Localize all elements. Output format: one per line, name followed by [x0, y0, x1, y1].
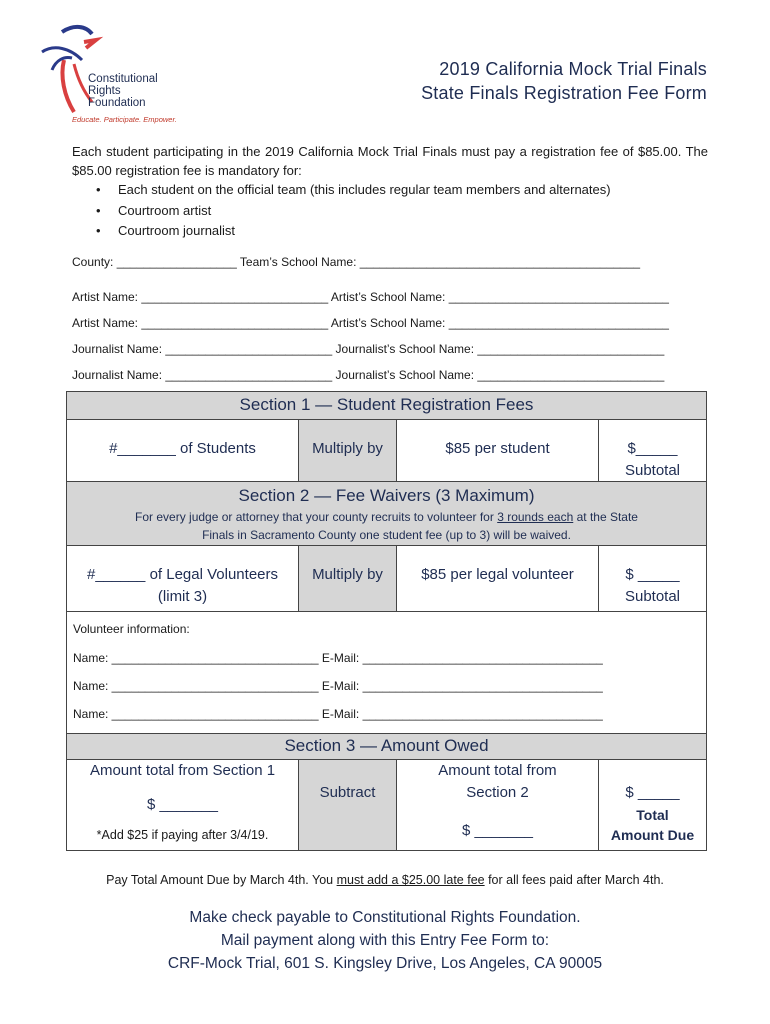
volunteer-field-3[interactable]: Name: _______________________________ E-Mail: ____________________________________	[73, 707, 603, 721]
section-1-title: Section 1 — Student Registration Fees	[239, 395, 534, 414]
volunteer-field-1[interactable]: Name: _______________________________ E-Mail: ____________________________________	[73, 651, 603, 665]
bullet-item: • Courtroom journalist	[96, 221, 611, 242]
section-2-title: Section 2 — Fee Waivers (3 Maximum)	[238, 486, 535, 505]
students-count-label: #_______ of Students	[109, 440, 256, 457]
artist-name-field-1[interactable]: Artist Name: ____________________________ Artist’s School Name: _________________________________	[72, 290, 669, 304]
total-due-blank: $ _____	[625, 784, 680, 801]
section-2-row	[67, 546, 706, 612]
desc-text: For every judge or attorney that your county recruits to volunteer for	[135, 510, 498, 524]
volunteers-count-label: #______ of Legal Volunteers	[87, 566, 278, 583]
bullet-item: • Courtroom artist	[96, 201, 611, 222]
section-2-total-label-1: Amount total from	[438, 762, 557, 779]
students-count-cell[interactable]	[67, 420, 299, 481]
fee-table	[66, 391, 707, 851]
section-2-header	[67, 482, 706, 546]
section-3-row	[67, 760, 706, 850]
section-1-row	[67, 420, 706, 482]
volunteers-count-cell[interactable]	[67, 546, 299, 611]
volunteer-field-2[interactable]: Name: _______________________________ E-Mail: ____________________________________	[73, 679, 603, 693]
section-2-total-cell[interactable]	[397, 760, 599, 850]
late-text: Pay Total Amount Due by March 4th. You	[106, 873, 337, 887]
subtotal-1-cell[interactable]	[599, 420, 706, 481]
section-1-total-cell[interactable]	[67, 760, 299, 850]
logo-tagline: Educate. Participate. Empower.	[72, 115, 177, 124]
payment-line-1: Make check payable to Constitutional Rights Foundation.	[189, 909, 581, 926]
subtotal-2-cell[interactable]	[599, 546, 706, 611]
section-3-header	[67, 734, 706, 760]
multiply-cell	[299, 546, 397, 611]
volunteer-info-label: Volunteer information:	[73, 622, 190, 636]
desc-emphasis: 3 rounds each	[497, 510, 574, 524]
journalist-name-field-2[interactable]: Journalist Name: _________________________ Journalist’s School Name: ____________________________	[72, 368, 665, 382]
logo-line-3: Foundation	[88, 97, 146, 109]
late-fee-note: *Add $25 if paying after 3/4/19.	[96, 828, 269, 842]
subtotal-1-label: Subtotal	[624, 462, 681, 479]
multiply-cell	[299, 420, 397, 481]
volunteers-limit: (limit 3)	[157, 588, 208, 605]
multiply-label: Multiply by	[312, 566, 383, 583]
section-2-total-label-2: Section 2	[466, 784, 529, 801]
late-fee-notice	[0, 873, 770, 887]
late-emphasis: must add a $25.00 late fee	[336, 873, 485, 887]
total-label: Total	[636, 807, 669, 823]
subtract-label: Subtract	[319, 784, 376, 801]
section-1-total-label: Amount total from Section 1	[89, 762, 276, 779]
payment-address: CRF-Mock Trial, 601 S. Kingsley Drive, Los Angeles, CA 90005	[167, 955, 603, 972]
county-school-field[interactable]: County: __________________ Team’s School Name: __________________________________________	[72, 255, 641, 269]
intro-paragraph: Each student participating in the 2019 California Mock Trial Finals must pay a registration fee of $85.00. The $85.00 registration fee is mandatory for:	[72, 144, 708, 178]
volunteer-rate-label: $85 per legal volunteer	[421, 566, 574, 583]
subtract-cell	[299, 760, 397, 850]
fee-bullet-list	[96, 180, 611, 242]
subtotal-2-label: Subtotal	[624, 588, 681, 605]
artist-name-field-2[interactable]: Artist Name: ____________________________ Artist’s School Name: _________________________________	[72, 316, 669, 330]
form-title-line-1: 2019 California Mock Trial Finals	[439, 59, 707, 79]
rate-label: $85 per student	[445, 440, 550, 457]
section-2-total-blank: $ _______	[462, 822, 533, 839]
crf-logo	[34, 20, 204, 128]
logo-line-2: Rights	[88, 85, 121, 97]
section-2-description-2: Finals in Sacramento County one student fee (up to 3) will be waived.	[202, 528, 571, 542]
volunteer-rate-cell	[397, 546, 599, 611]
amount-due-label: Amount Due	[610, 827, 695, 843]
payment-line-2: Mail payment along with this Entry Fee Form to:	[220, 932, 550, 949]
journalist-name-field-1[interactable]: Journalist Name: _________________________ Journalist’s School Name: ____________________________	[72, 342, 665, 356]
section-1-total-blank: $ _______	[147, 796, 218, 813]
desc-text: at the State	[573, 510, 638, 524]
multiply-label: Multiply by	[312, 440, 383, 457]
form-title-line-2: State Finals Registration Fee Form	[421, 83, 707, 103]
total-due-cell[interactable]	[599, 760, 706, 850]
bullet-item: • Each student on the official team (this includes regular team members and alternates)	[96, 180, 611, 201]
logo-line-1: Constitutional	[88, 73, 158, 85]
subtotal-1-blank: $_____	[627, 440, 678, 457]
section-1-header	[67, 392, 706, 420]
section-3-title: Section 3 — Amount Owed	[284, 736, 489, 755]
volunteer-info-block	[67, 612, 706, 734]
rate-cell	[397, 420, 599, 481]
section-2-description-1	[67, 508, 706, 527]
late-text: for all fees paid after March 4th.	[484, 873, 664, 887]
subtotal-2-blank: $ _____	[625, 566, 680, 583]
